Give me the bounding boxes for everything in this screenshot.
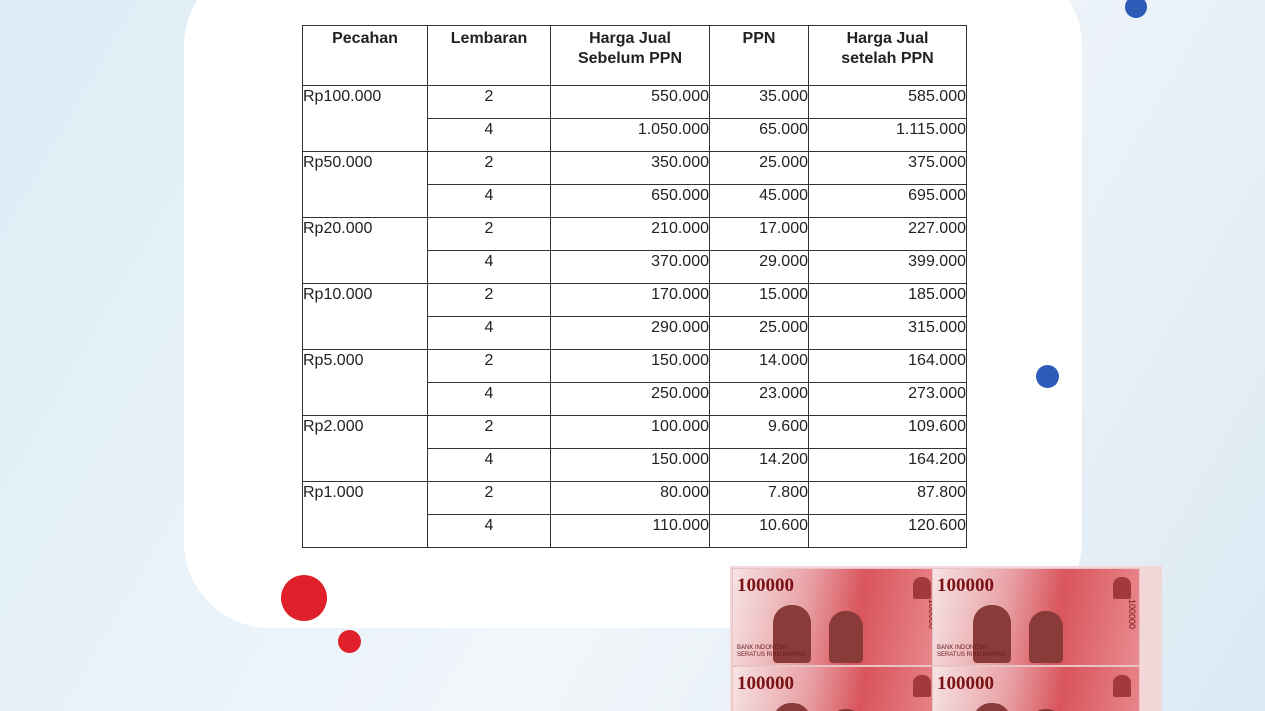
cell-sheets: 4 [428,185,551,218]
cell-sheets: 4 [428,383,551,416]
cell-price-before-ppn: 110.000 [551,515,710,548]
cell-denomination: Rp20.000 [303,218,428,284]
cell-sheets: 2 [428,350,551,383]
cell-price-after-ppn: 399.000 [809,251,967,284]
header-sheets-label: Lembaran [450,30,528,47]
cell-price-before-ppn: 550.000 [551,86,710,119]
cell-price-after-ppn: 1.115.000 [809,119,967,152]
banknote-bank-text [937,645,1005,659]
decorative-blue-dot-middle [1036,365,1059,388]
table-row [303,284,967,317]
header-price-after-line2: setelah PPN [841,50,934,67]
banknote-bank-text [737,645,805,659]
cell-sheets: 4 [428,317,551,350]
garuda-emblem-icon [913,577,931,599]
cell-ppn: 29.000 [710,251,809,284]
banknote [932,568,1140,666]
portrait-image [773,703,811,711]
cell-price-after-ppn: 164.000 [809,350,967,383]
cell-sheets: 4 [428,515,551,548]
garuda-emblem-icon [1113,577,1131,599]
cell-ppn: 25.000 [710,152,809,185]
cell-denomination: Rp5.000 [303,350,428,416]
cell-ppn: 14.000 [710,350,809,383]
cell-price-before-ppn: 1.050.000 [551,119,710,152]
cell-sheets: 2 [428,284,551,317]
cell-ppn: 15.000 [710,284,809,317]
cell-price-before-ppn: 250.000 [551,383,710,416]
price-table-container [302,25,967,548]
cell-price-after-ppn: 109.600 [809,416,967,449]
banknote-denomination: 100000 [937,673,994,694]
cell-price-before-ppn: 370.000 [551,251,710,284]
cell-price-after-ppn: 585.000 [809,86,967,119]
decorative-red-dot-small [338,630,361,653]
cell-price-after-ppn: 315.000 [809,317,967,350]
cell-price-after-ppn: 695.000 [809,185,967,218]
table-row [303,350,967,383]
bank-text-line1: BANK INDONESIA [937,645,989,651]
cell-price-after-ppn: 120.600 [809,515,967,548]
banknote-denomination: 100000 [737,673,794,694]
table-body [303,86,967,548]
bank-text-line2: SERATUS RIBU RUPIAH [737,652,806,658]
banknote-denomination: 100000 [737,575,794,596]
banknote-denomination: 100000 [937,575,994,596]
cell-price-after-ppn: 164.200 [809,449,967,482]
header-denomination [303,26,428,86]
cell-price-after-ppn: 87.800 [809,482,967,515]
cell-price-before-ppn: 100.000 [551,416,710,449]
banknote [732,568,940,666]
cell-sheets: 4 [428,449,551,482]
cell-sheets: 4 [428,251,551,284]
cell-price-before-ppn: 150.000 [551,449,710,482]
portrait-image [973,703,1011,711]
cell-ppn: 25.000 [710,317,809,350]
price-table [302,25,967,548]
cell-price-after-ppn: 375.000 [809,152,967,185]
banknote [932,666,1140,711]
banknote-sheet-image [730,566,1162,711]
header-ppn [710,26,809,86]
header-price-after-line1: Harga Jual [846,30,929,47]
table-row [303,482,967,515]
table-row [303,416,967,449]
cell-sheets: 2 [428,86,551,119]
cell-denomination: Rp10.000 [303,284,428,350]
table-row [303,218,967,251]
cell-ppn: 10.600 [710,515,809,548]
table-row [303,86,967,119]
cell-ppn: 65.000 [710,119,809,152]
cell-ppn: 35.000 [710,86,809,119]
cell-price-before-ppn: 650.000 [551,185,710,218]
cell-price-before-ppn: 80.000 [551,482,710,515]
cell-denomination: Rp100.000 [303,86,428,152]
cell-price-before-ppn: 350.000 [551,152,710,185]
garuda-emblem-icon [913,675,931,697]
header-price-before-ppn [551,26,710,86]
cell-sheets: 2 [428,482,551,515]
table-row [303,152,967,185]
header-sheets [428,26,551,86]
header-price-after-ppn [809,26,967,86]
cell-ppn: 17.000 [710,218,809,251]
cell-price-after-ppn: 273.000 [809,383,967,416]
header-price-before-line2: Sebelum PPN [577,50,683,67]
portrait-image [829,611,863,663]
table-header-row [303,26,967,86]
header-ppn-label: PPN [742,30,776,47]
cell-sheets: 4 [428,119,551,152]
cell-denomination: Rp1.000 [303,482,428,548]
cell-ppn: 9.600 [710,416,809,449]
header-denomination-label: Pecahan [332,30,398,47]
cell-ppn: 14.200 [710,449,809,482]
cell-sheets: 2 [428,416,551,449]
cell-denomination: Rp50.000 [303,152,428,218]
cell-ppn: 23.000 [710,383,809,416]
banknote [732,666,940,711]
garuda-emblem-icon [1113,675,1131,697]
cell-price-before-ppn: 150.000 [551,350,710,383]
cell-sheets: 2 [428,152,551,185]
decorative-blue-dot-top [1125,0,1147,18]
portrait-image [1029,611,1063,663]
cell-price-after-ppn: 227.000 [809,218,967,251]
cell-price-before-ppn: 210.000 [551,218,710,251]
header-price-before-line1: Harga Jual [589,30,671,47]
banknote-side-number: 100000 [1127,599,1137,630]
decorative-red-dot-large [281,575,327,621]
cell-price-before-ppn: 170.000 [551,284,710,317]
cell-ppn: 7.800 [710,482,809,515]
bank-text-line2: SERATUS RIBU RUPIAH [937,652,1006,658]
cell-denomination: Rp2.000 [303,416,428,482]
bank-text-line1: BANK INDONESIA [737,645,789,651]
cell-price-before-ppn: 290.000 [551,317,710,350]
cell-sheets: 2 [428,218,551,251]
cell-ppn: 45.000 [710,185,809,218]
cell-price-after-ppn: 185.000 [809,284,967,317]
